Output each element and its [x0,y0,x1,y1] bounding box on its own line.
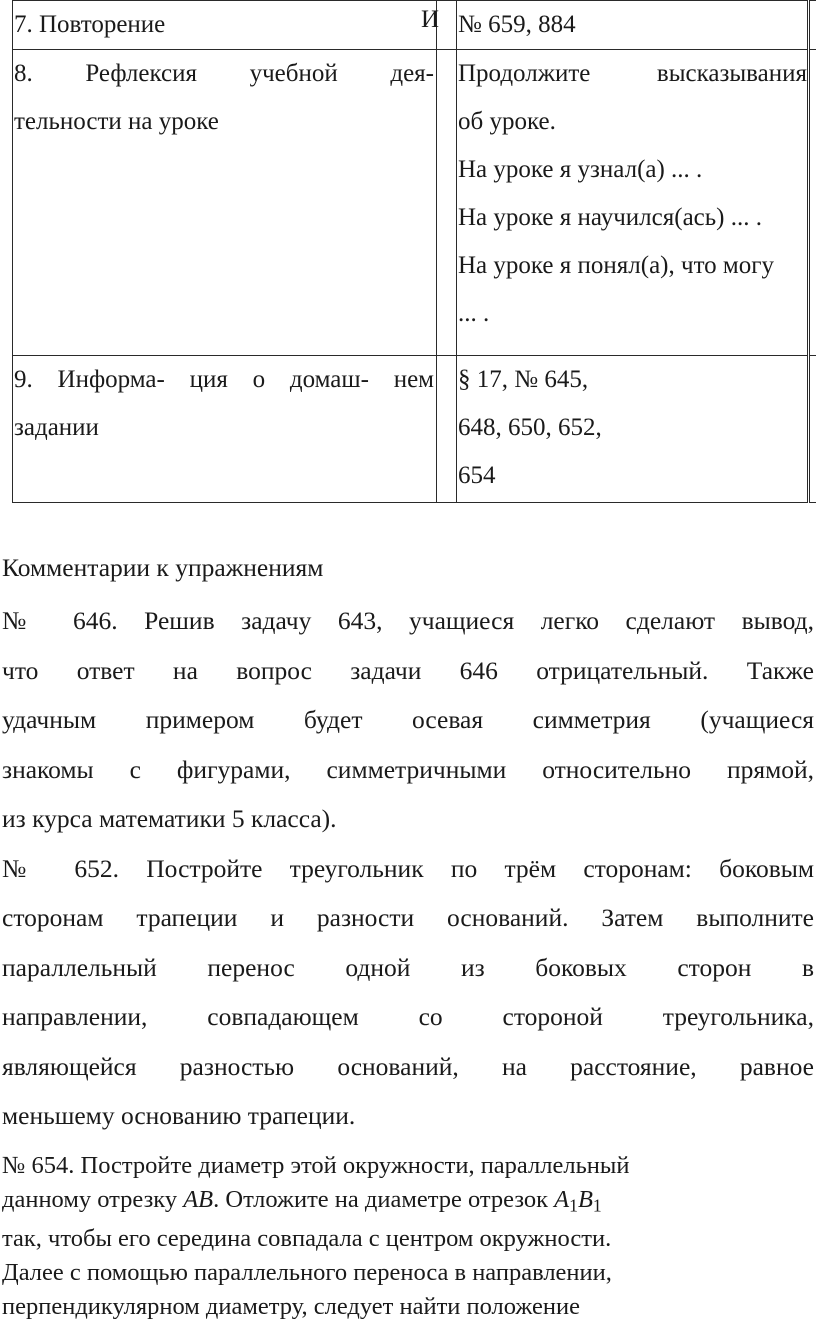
paragraph-654 [2,1149,814,1324]
text-line: параллельный перенос одной из боковых сторон в [2,943,814,993]
math-point-b: B [578,1186,593,1213]
math-subscript: 1 [593,1195,602,1215]
edge-cell [809,1,816,50]
text-line: сторонам трапеции и разности оснований. Затем выполните [2,893,814,943]
text-line: из курса математики 5 класса). [2,794,814,844]
math-subscript: 1 [569,1195,578,1215]
stage-cell [13,1,437,50]
content-line: На уроке я научился(ась) ... . [458,194,807,242]
stage-line: 7. Повторение [14,11,165,38]
text-line: что ответ на вопрос задачи 646 отрицательный. Также [2,646,814,696]
content-cell [457,50,809,356]
comments-heading: Комментарии к упражнениям [2,540,814,596]
table-row [13,1,816,50]
math-point-a: A [554,1186,569,1213]
text-line: являющейся разностью оснований, на расстояние, равное [2,1042,814,1092]
stage-text [13,1,436,49]
stage-text [13,50,436,146]
paragraph-646 [2,596,814,844]
content-line: Продолжите высказывания [458,50,807,98]
text-fragment: . Отложите на диаметре отрезок [213,1186,554,1213]
stage-cell [13,50,437,356]
text-line: Далее с помощью параллельного переноса в направлении, [2,1256,814,1290]
spacer-cell [437,1,457,50]
table-row [13,50,816,356]
spacer-cell [437,50,457,356]
content-cell [457,356,809,503]
text-line: № 654. Постройте диаметр этой окружности, параллельный [2,1149,814,1183]
edge-cell [809,50,816,356]
math-segment-ab: AB [183,1186,213,1213]
stage-line: 8. Рефлексия учебной дея- [14,50,434,98]
spacer-cell [437,356,457,503]
stage-text [13,356,436,452]
content-text [457,356,807,500]
text-line: удачным примером будет осевая симметрия (учащиеся [2,695,814,745]
text-line: так, чтобы его середина совпадала с центром окружности. [2,1222,814,1256]
lesson-plan-table [12,0,816,503]
stage-line: задании [14,404,434,452]
content-line: На уроке я узнал(а) ... . [458,146,807,194]
content-line: 654 [458,452,807,500]
content-text [457,50,807,338]
content-line: об уроке. [458,98,807,146]
overlap-letter: И [421,0,439,40]
comments-section [2,540,814,1324]
text-line: № 652. Постройте треугольник по трём сторонам: боковым [2,844,814,894]
content-line: 648, 650, 652, [458,404,807,452]
text-line: знакомы с фигурами, симметричными относительно прямой, [2,745,814,795]
stage-cell [13,356,437,503]
text-line: перпендикулярном диаметру, следует найти положение [2,1290,814,1324]
content-text [457,1,807,49]
content-line: ... . [458,290,807,338]
content-line: № 659, 884 [458,1,807,49]
text-line: направлении, совпадающем со стороной треугольника, [2,992,814,1042]
edge-cell [809,356,816,503]
stage-line: тельности на уроке [14,98,434,146]
text-line: меньшему основанию трапеции. [2,1091,814,1141]
text-line [2,1183,814,1222]
content-line: На уроке я понял(а), что могу [458,242,807,290]
table-row [13,356,816,503]
content-line: § 17, № 645, [458,356,807,404]
text-fragment: данному отрезку [2,1186,183,1213]
content-cell [457,1,809,50]
stage-line: 9. Информа- ция о домаш- нем [14,356,434,404]
text-line: № 646. Решив задачу 643, учащиеся легко сделают вывод, [2,596,814,646]
paragraph-652 [2,844,814,1141]
